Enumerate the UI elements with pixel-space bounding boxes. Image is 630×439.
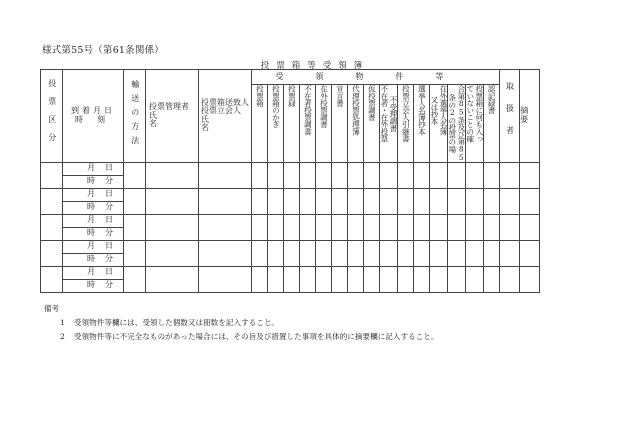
transport-cell [124, 240, 146, 266]
arrival-date-cell: 月 日 [63, 162, 124, 175]
goods-count-cell [397, 214, 413, 240]
data-rows [41, 162, 588, 292]
goods-count-cell [332, 266, 348, 292]
goods-count-cell [348, 240, 364, 266]
goods-item-header: 合第85条及び第85 条の2の投票の場 [447, 85, 466, 162]
goods-count-cell [252, 266, 268, 292]
goods-count-cell [413, 214, 429, 240]
sender-cell [199, 214, 252, 240]
goods-count-cell [268, 188, 284, 214]
sender-cell [199, 162, 252, 188]
goods-count-cell [429, 214, 447, 240]
goods-count-cell [316, 266, 332, 292]
form-number-label: 様式第55号（第61条関係） [42, 45, 164, 56]
transport-cell [124, 188, 146, 214]
goods-count-cell [380, 240, 398, 266]
arrival-time-cell: 時 分 [63, 175, 124, 188]
sender-cell [199, 266, 252, 292]
arrival-date-cell: 月 日 [63, 188, 124, 201]
goods-count-cell [447, 214, 465, 240]
goods-count-cell [447, 266, 465, 292]
goods-count-cell [447, 188, 465, 214]
header-arrival-datetime: 到着月日 時刻 [63, 70, 124, 163]
goods-count-cell [447, 240, 465, 266]
goods-count-cell [483, 188, 499, 214]
goods-count-cell [380, 266, 398, 292]
arrival-date-cell: 月 日 [63, 266, 124, 279]
goods-count-cell [483, 266, 499, 292]
document-title: 投票箱等受領簿 [260, 61, 370, 71]
goods-item-header: 投票録 [284, 85, 300, 163]
goods-count-cell [483, 162, 499, 188]
goods-item-header: 不受理調書 不在者・在外投票 [380, 85, 398, 163]
goods-count-cell [284, 188, 300, 214]
handler-cell [499, 240, 519, 266]
goods-item-header: 認記録書 [483, 85, 499, 163]
header-row-1 [41, 70, 588, 85]
remarks-cell [519, 266, 539, 292]
table-row [41, 162, 588, 175]
note-1: 1 受領物件等欄には、受領した個数又は冊数を記入すること。 [60, 318, 280, 327]
goods-count-cell [300, 214, 316, 240]
handler-cell [499, 162, 519, 188]
goods-item-header: 在外選挙人名簿 又は抄本 [429, 85, 447, 163]
goods-count-cell [413, 240, 429, 266]
goods-count-cell [465, 240, 483, 266]
goods-count-cell [465, 162, 483, 188]
manager-cell [146, 240, 199, 266]
goods-item-header: 在外投票調書 [316, 85, 332, 163]
goods-item-header: 代理投票処理簿 [348, 85, 364, 163]
header-remarks: 摘要 [519, 70, 539, 163]
remarks-cell [519, 162, 539, 188]
header-voting-district: 投票区分 [41, 70, 63, 163]
table-row [41, 240, 588, 253]
goods-item-header: 投票箱に何も入っ ていないことの確 [465, 85, 483, 163]
header-sender-witness: 投票箱送致人 投票立会人 氏名 [199, 70, 252, 163]
goods-count-cell [364, 266, 380, 292]
header-transport-method: 輸送の方法 [124, 70, 146, 163]
remarks-cell [519, 240, 539, 266]
receipt-register-table [40, 69, 588, 293]
notes-heading: 備考 [44, 304, 60, 313]
goods-count-cell [284, 162, 300, 188]
transport-cell [124, 266, 146, 292]
goods-count-cell [465, 214, 483, 240]
arrival-time-cell: 時 分 [63, 227, 124, 240]
goods-count-cell [348, 162, 364, 188]
remarks-cell [519, 214, 539, 240]
transport-cell [124, 162, 146, 188]
goods-count-cell [284, 240, 300, 266]
goods-count-cell [413, 188, 429, 214]
goods-count-cell [332, 162, 348, 188]
district-cell [41, 162, 63, 188]
header-poll-manager: 投票管理者 氏名 [146, 70, 199, 163]
goods-count-cell [252, 188, 268, 214]
goods-count-cell [413, 266, 429, 292]
manager-cell [146, 214, 199, 240]
table-row [41, 214, 588, 227]
arrival-time-cell: 時 分 [63, 201, 124, 214]
handler-cell [499, 214, 519, 240]
goods-count-cell [268, 266, 284, 292]
arrival-time-cell: 時 分 [63, 279, 124, 292]
goods-count-cell [364, 214, 380, 240]
goods-count-cell [348, 266, 364, 292]
goods-count-cell [316, 162, 332, 188]
arrival-date-cell: 月 日 [63, 214, 124, 227]
goods-item-header: 不在者投票調書 [300, 85, 316, 163]
goods-count-cell [252, 162, 268, 188]
goods-count-cell [284, 214, 300, 240]
goods-count-cell [300, 240, 316, 266]
district-cell [41, 266, 63, 292]
goods-count-cell [284, 266, 300, 292]
goods-count-cell [332, 188, 348, 214]
goods-item-header: 仮投票調書 [364, 85, 380, 163]
goods-count-cell [348, 188, 364, 214]
goods-count-cell [268, 240, 284, 266]
goods-count-cell [465, 188, 483, 214]
arrival-time-cell: 時 分 [63, 253, 124, 266]
goods-count-cell [465, 266, 483, 292]
goods-count-cell [268, 162, 284, 188]
table-row [41, 266, 588, 279]
sender-cell [199, 188, 252, 214]
table-row [41, 188, 588, 201]
manager-cell [146, 188, 199, 214]
goods-count-cell [332, 214, 348, 240]
handler-cell [499, 188, 519, 214]
goods-count-cell [364, 162, 380, 188]
transport-cell [124, 214, 146, 240]
goods-count-cell [300, 162, 316, 188]
goods-count-cell [364, 188, 380, 214]
goods-count-cell [332, 240, 348, 266]
goods-count-cell [397, 240, 413, 266]
goods-count-cell [413, 162, 429, 188]
header-received-goods: 受領物件等 [252, 70, 500, 85]
goods-count-cell [380, 162, 398, 188]
manager-cell [146, 266, 199, 292]
district-cell [41, 188, 63, 214]
goods-count-cell [252, 240, 268, 266]
goods-count-cell [483, 214, 499, 240]
sender-cell [199, 240, 252, 266]
goods-count-cell [397, 188, 413, 214]
goods-count-cell [316, 240, 332, 266]
manager-cell [146, 162, 199, 188]
goods-count-cell [429, 266, 447, 292]
goods-item-header: 選挙人名簿抄本 [413, 85, 429, 163]
district-cell [41, 240, 63, 266]
header-handler: 取扱者 [499, 70, 519, 163]
arrival-date-cell: 月 日 [63, 240, 124, 253]
district-cell [41, 214, 63, 240]
goods-count-cell [447, 162, 465, 188]
goods-count-cell [429, 188, 447, 214]
goods-count-cell [380, 214, 398, 240]
goods-count-cell [429, 240, 447, 266]
goods-count-cell [397, 266, 413, 292]
goods-count-cell [364, 240, 380, 266]
remarks-cell [519, 188, 539, 214]
goods-count-cell [348, 214, 364, 240]
handler-cell [499, 266, 519, 292]
goods-count-cell [252, 214, 268, 240]
goods-count-cell [380, 188, 398, 214]
goods-count-cell [316, 214, 332, 240]
goods-item-header: 投票箱のかぎ [268, 85, 284, 163]
goods-count-cell [316, 188, 332, 214]
goods-count-cell [429, 162, 447, 188]
goods-count-cell [397, 162, 413, 188]
goods-count-cell [483, 240, 499, 266]
goods-item-header: 宣言書 [332, 85, 348, 163]
goods-count-cell [268, 214, 284, 240]
goods-count-cell [300, 188, 316, 214]
note-2: 2 受領物件等に不完全なものがあった場合には、その旨及び措置した事項を具体的に摘要欄に記入すること。 [60, 332, 439, 341]
goods-item-header: 投票箱 [252, 85, 268, 163]
goods-count-cell [300, 266, 316, 292]
goods-item-header: 投票立会人引継書 [397, 85, 413, 163]
notes-section [44, 302, 438, 344]
